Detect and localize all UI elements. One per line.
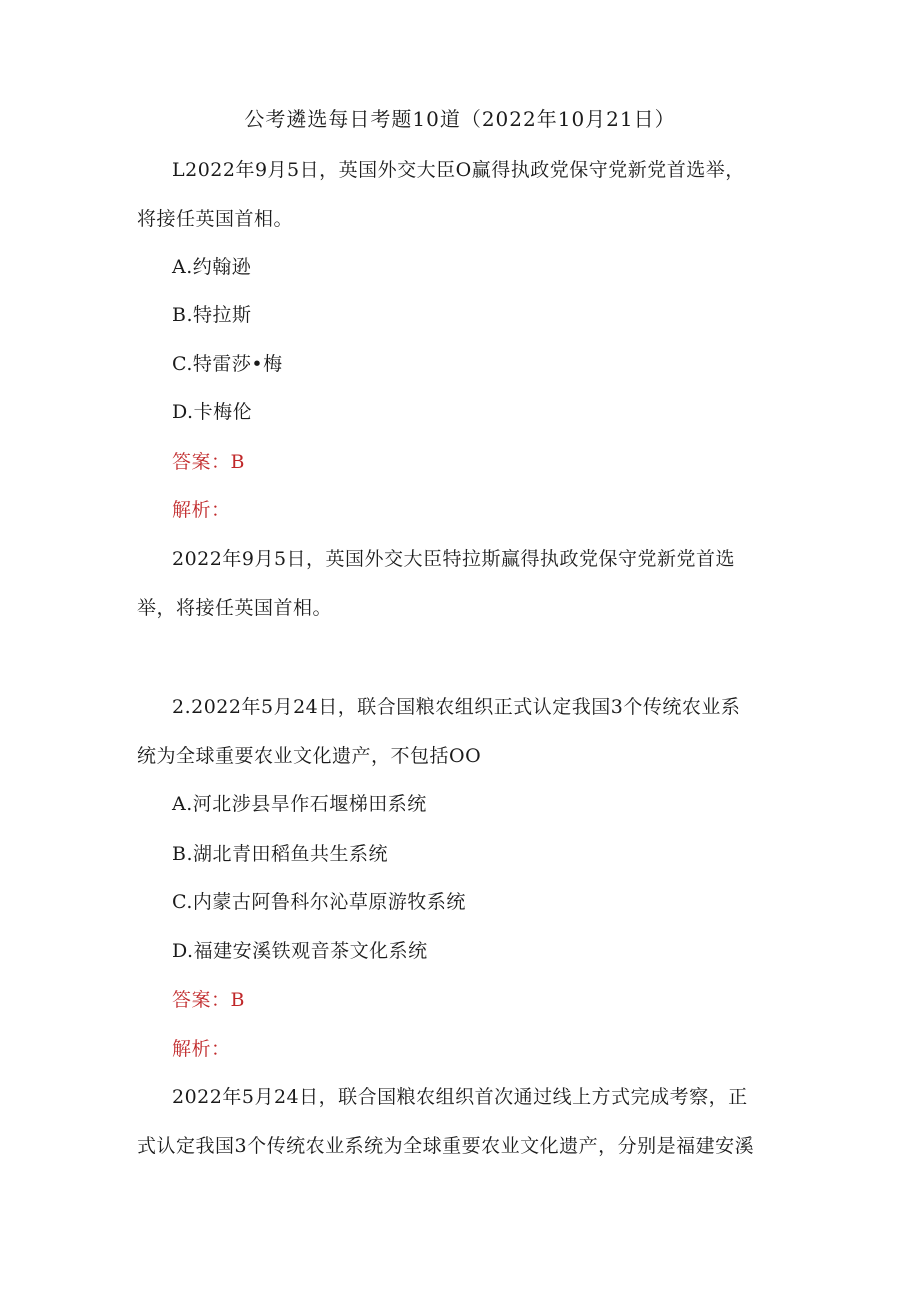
q1-option-c: C.特雷莎•梅 xyxy=(172,353,283,375)
q1-analysis-line2: 举，将接任英国首相。 xyxy=(137,597,333,619)
q1-option-d: D.卡梅伦 xyxy=(172,401,253,423)
q1-stem-line1: L2022年9月5日，英国外交大臣O赢得执政党保守党新党首选举， xyxy=(172,159,745,181)
q2-stem-line2: 统为全球重要农业文化遗产，不包括OO xyxy=(137,745,482,767)
q1-option-a: A.约翰逊 xyxy=(172,256,252,278)
q1-analysis-line1: 2022年9月5日，英国外交大臣特拉斯赢得执政党保守党新党首选 xyxy=(172,548,736,570)
q2-analysis-line1: 2022年5月24日，联合国粮农组织首次通过线上方式完成考察，正 xyxy=(172,1086,748,1108)
q2-option-a: A.河北涉县旱作石堰梯田系统 xyxy=(172,793,427,815)
q2-stem-line1: 2.2022年5月24日，联合国粮农组织正式认定我国3个传统农业系 xyxy=(172,696,741,718)
q2-answer: 答案：B xyxy=(172,989,245,1011)
q2-analysis-line2: 式认定我国3个传统农业系统为全球重要农业文化遗产，分别是福建安溪 xyxy=(137,1135,755,1157)
q1-analysis-label: 解析： xyxy=(172,499,231,521)
q2-option-b: B.湖北青田稻鱼共生系统 xyxy=(172,843,389,865)
q1-stem-line2: 将接任英国首相。 xyxy=(137,208,294,230)
q1-answer: 答案：B xyxy=(172,451,245,473)
q2-option-c: C.内蒙古阿鲁科尔沁草原游牧系统 xyxy=(172,891,466,913)
q2-option-d: D.福建安溪铁观音茶文化系统 xyxy=(172,940,428,962)
page-title: 公考遴选每日考题10道（2022年10月21日） xyxy=(244,107,676,131)
q1-option-b: B.特拉斯 xyxy=(172,304,252,326)
q2-analysis-label: 解析： xyxy=(172,1038,231,1060)
